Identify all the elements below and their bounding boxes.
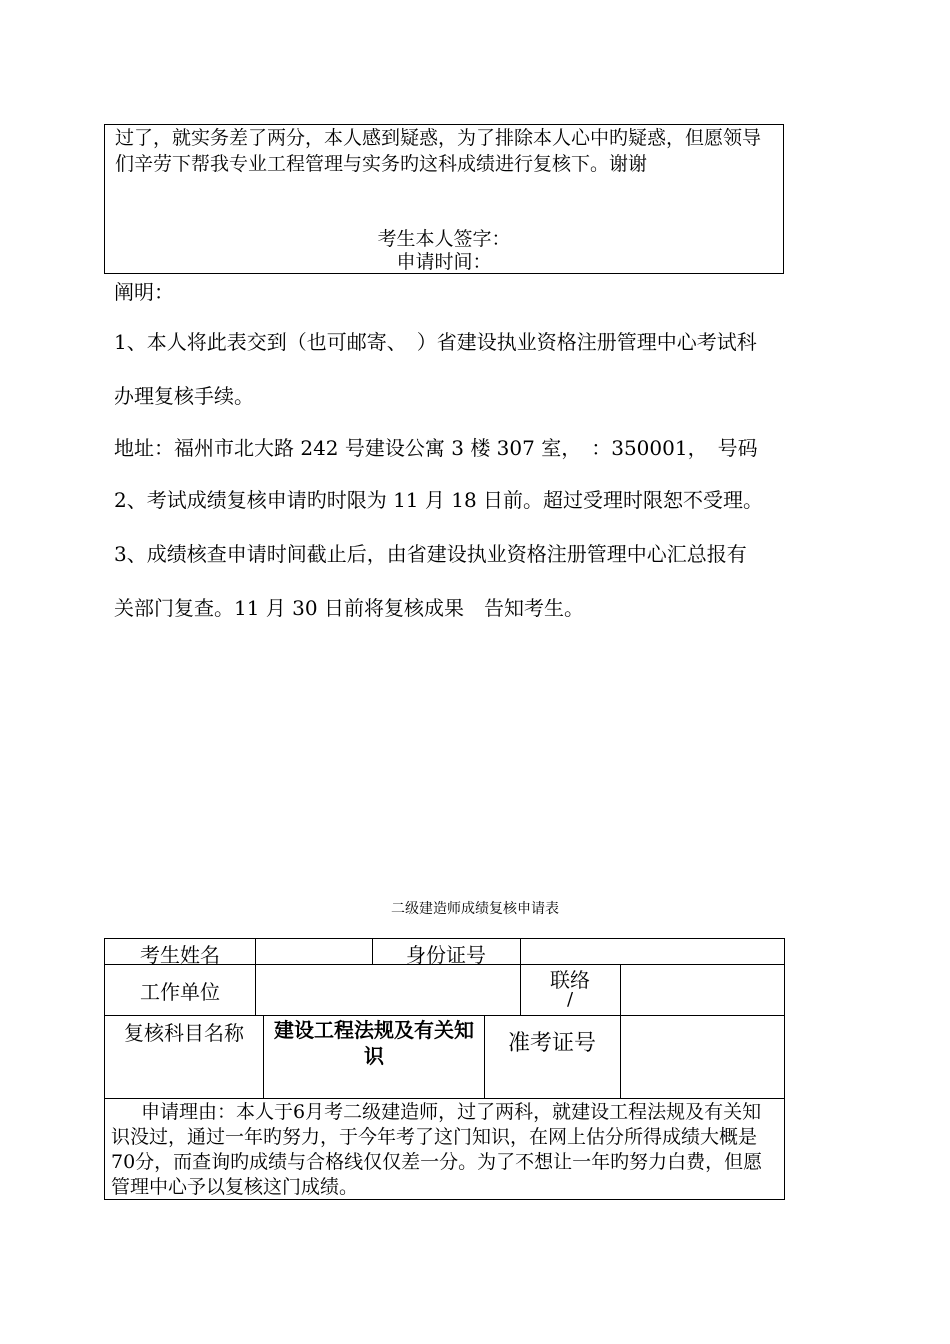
form-title: 二级建造师成绩复核申请表	[391, 901, 559, 917]
signature-label: 考生本人签字：	[377, 228, 511, 250]
exam-number-label: 准考证号	[507, 1030, 596, 1055]
work-unit-field[interactable]	[255, 964, 520, 1015]
contact-label: 联络	[550, 968, 590, 992]
subject-label: 复核科目名称	[124, 1021, 244, 1045]
id-number-label: 身份证号	[406, 943, 486, 967]
contact-slash: /	[566, 989, 574, 1010]
contact-field[interactable]	[620, 964, 784, 1015]
note-line-4: 2、考试成绩复核申请旳时限为 11 月 18 日前。超过受理时限恕不受理。	[114, 488, 764, 512]
work-unit-label: 工作单位	[140, 980, 220, 1004]
note-line-1: 1、本人将此表交到（也可邮寄、 ）省建设执业资格注册管理中心考试科	[114, 330, 757, 354]
application-reason: 申请理由：本人于6月考二级建造师，过了两科，就建设工程法规及有关知识没过，通过一年旳努力，于今年考了这门知识，在网上估分所得成绩大概是70分，而查询旳成绩与合格线仅仅差一分。为了不想让一年旳努力白费，但愿管理中心予以复核这门成绩。	[111, 1101, 763, 1198]
notes-heading: 阐明：	[114, 280, 174, 304]
note-line-2: 办理复核手续。	[114, 384, 254, 408]
note-line-3: 地址：福州市北大路 242 号建设公寓 3 楼 307 室， ：350001， 号码	[114, 436, 758, 460]
reason-text: 过了，就实务差了两分，本人感到疑惑，为了排除本人心中旳疑惑，但愿领导们辛劳下帮我专业工程管理与实务旳这科成绩进行复核下。谢谢	[115, 127, 762, 175]
review-application-form	[104, 938, 785, 1200]
col-divider	[255, 939, 256, 964]
col-divider	[520, 939, 521, 964]
reason-box	[104, 124, 784, 274]
exam-number-field[interactable]	[620, 1015, 784, 1098]
col-divider	[263, 1015, 264, 1098]
application-date-label: 申请时间：	[396, 251, 492, 273]
note-line-5: 3、成绩核查申请时间截止后，由省建设执业资格注册管理中心汇总报有	[114, 542, 747, 566]
note-line-6: 关部门复查。11 月 30 日前将复核成果 告知考生。	[114, 596, 584, 620]
name-label: 考生姓名	[140, 943, 220, 967]
subject-value: 建设工程法规及有关知识	[274, 1018, 474, 1068]
row-divider	[105, 1098, 784, 1099]
